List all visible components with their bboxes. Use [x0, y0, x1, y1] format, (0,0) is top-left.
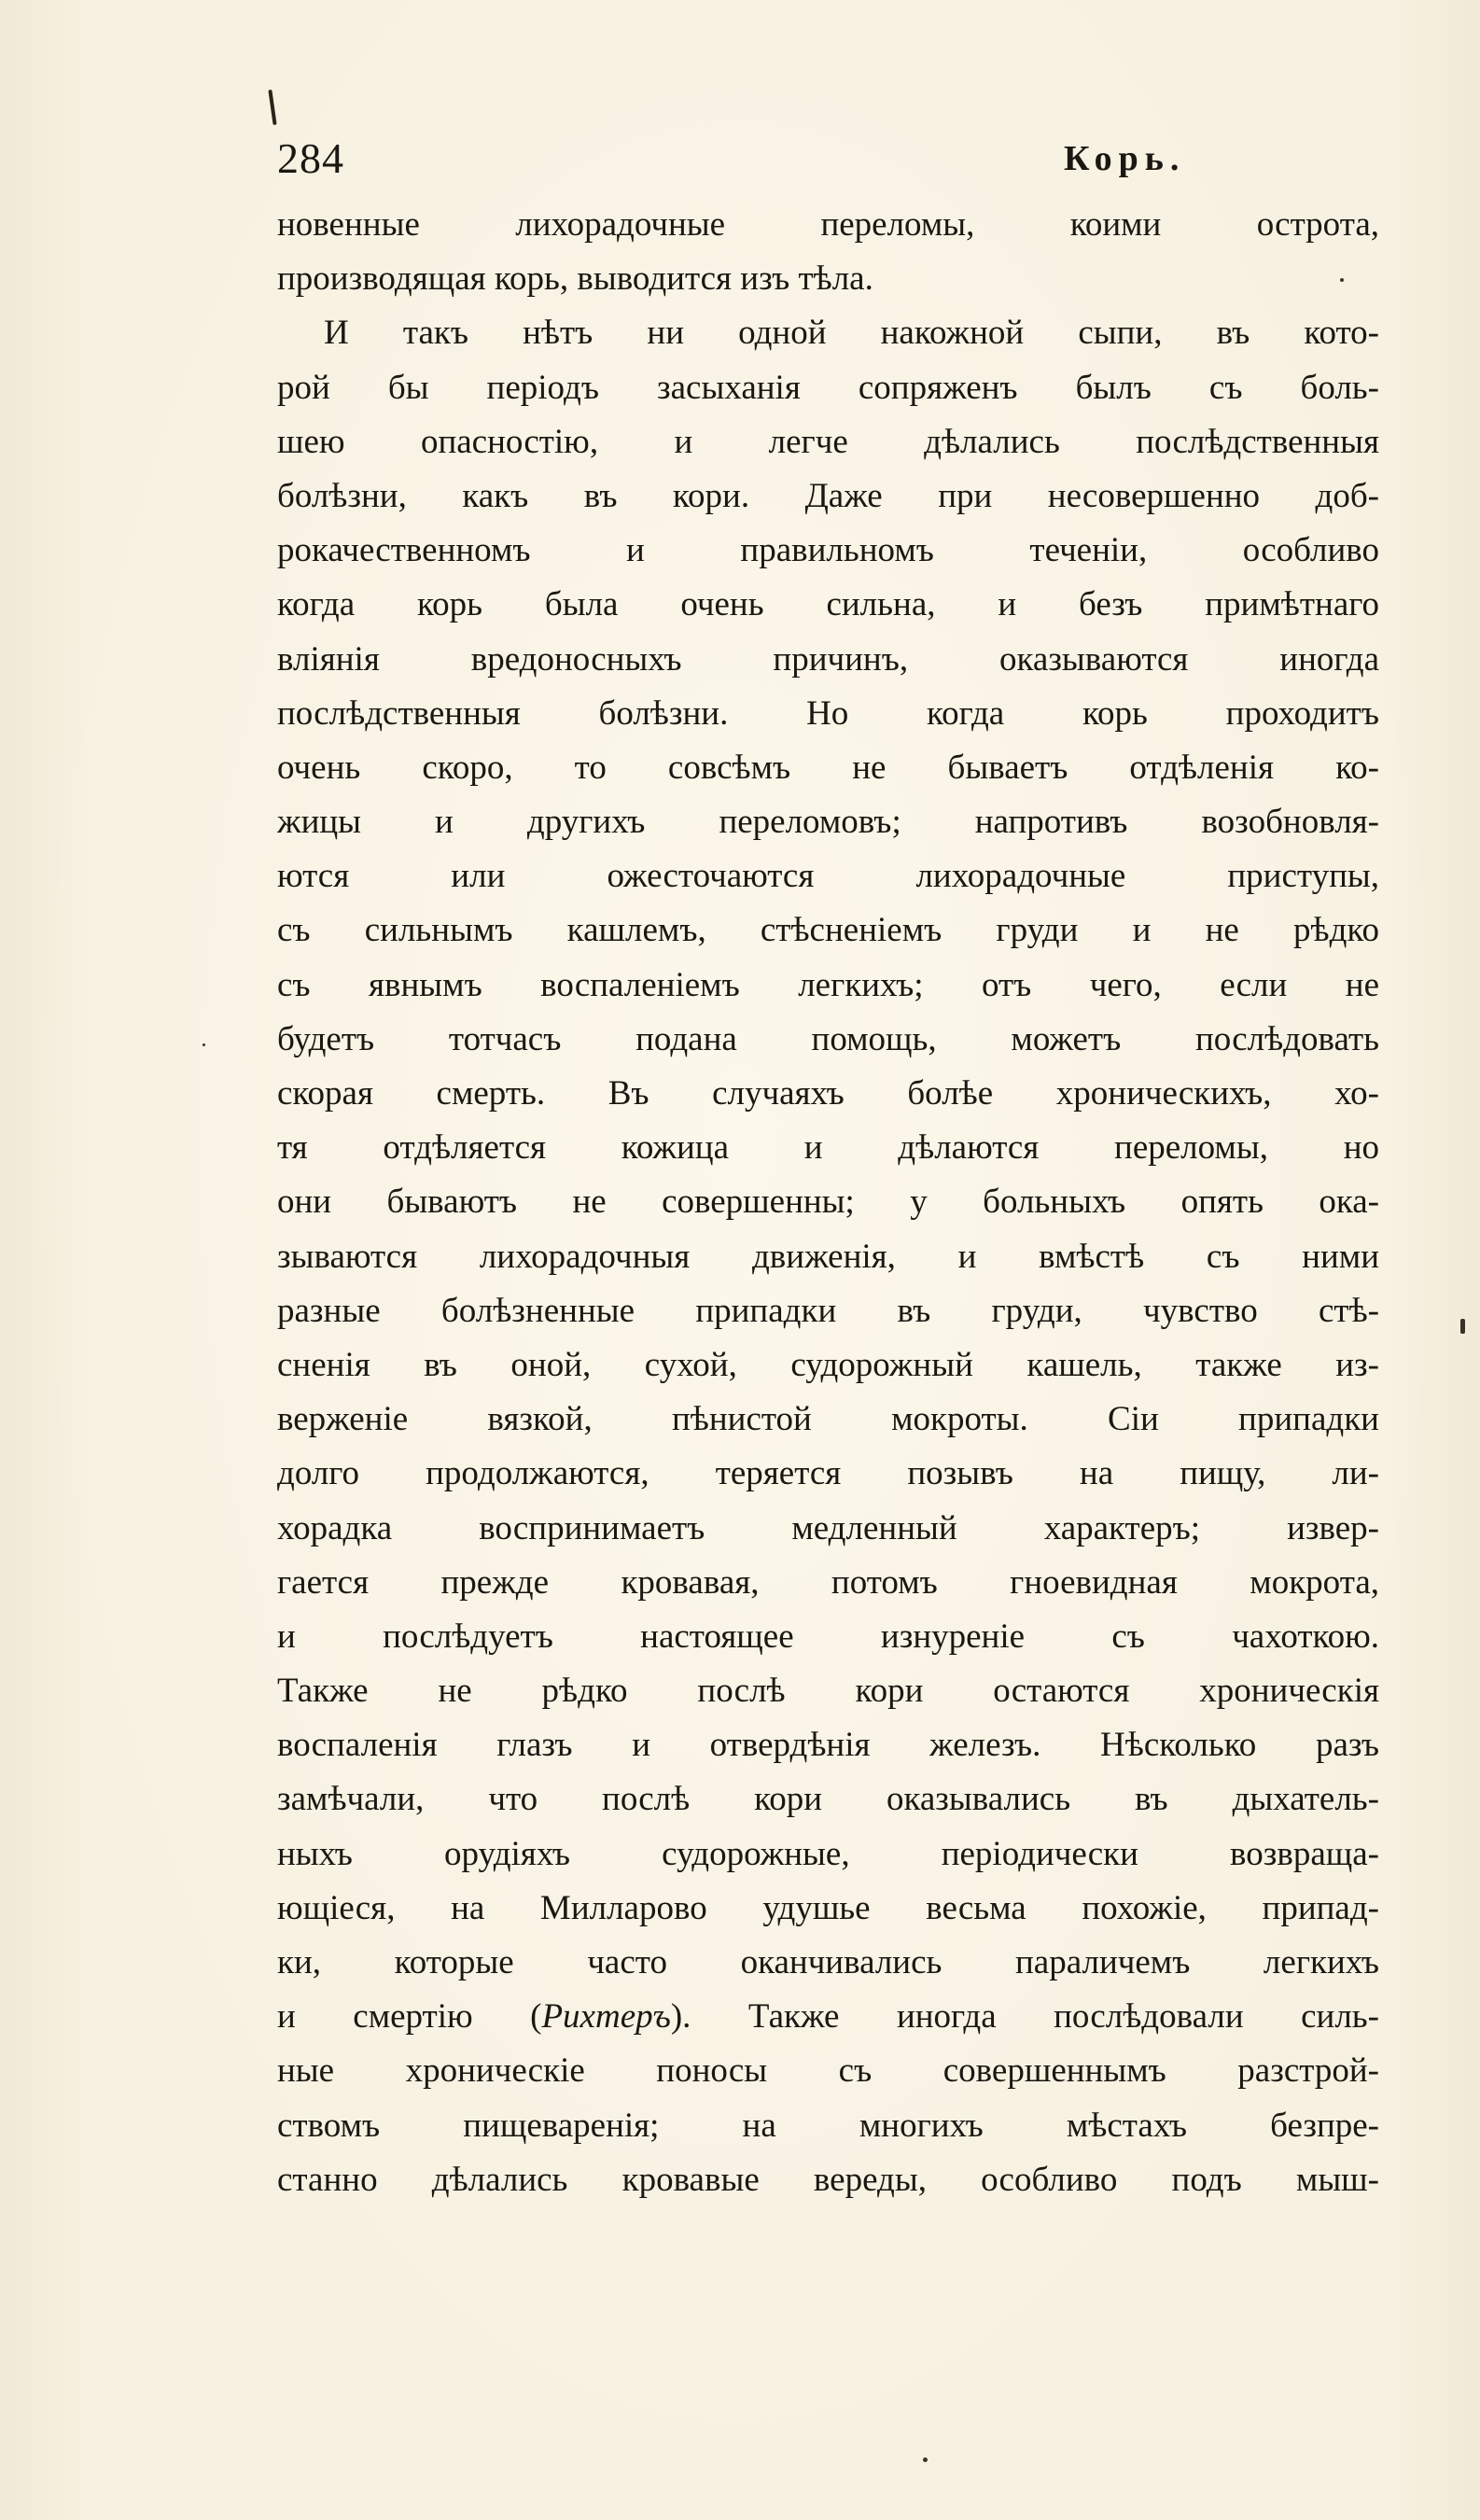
text-line: болѣзни, какъ въ кори. Даже при несовершенно доб-	[277, 476, 1379, 515]
text-line: съ сильнымъ кашлемъ, стѣсненіемъ груди и не рѣдко	[277, 911, 1379, 950]
text-line: замѣчали, что послѣ кори оказывались въ дыхатель-	[277, 1780, 1379, 1819]
text-line: будетъ тотчасъ подана помощь, можетъ послѣдовать	[277, 1019, 1379, 1058]
text-line: скорая смерть. Въ случаяхъ болѣе хроническихъ, хо-	[277, 1074, 1379, 1113]
text-line: гается прежде кровавая, потомъ гноевидная мокрота,	[277, 1562, 1379, 1602]
text-line: Также не рѣдко послѣ кори остаются хроническія	[277, 1672, 1379, 1711]
text-line: долго продолжаются, теряется позывъ на пищу, ли-	[277, 1454, 1379, 1493]
text-line: воспаленія глазъ и отвердѣнія железъ. Нѣсколько разъ	[277, 1726, 1379, 1765]
text-line: рой бы періодъ засыханія сопряженъ былъ съ боль-	[277, 368, 1379, 407]
text-line: ющіеся, на Милларово удушье весьма похожіе, припад-	[277, 1888, 1379, 1927]
text-line: когда корь была очень сильна, и безъ примѣтнаго	[277, 585, 1379, 624]
text-line: съ явнымъ воспаленіемъ легкихъ; отъ чего, если не	[277, 965, 1379, 1004]
text-line: ствомъ пищеваренія; на многихъ мѣстахъ безпре-	[277, 2106, 1379, 2145]
text-line-with-citation	[277, 1990, 1379, 2044]
text-line: очень скоро, то совсѣмъ не бываетъ отдѣленія ко-	[277, 748, 1379, 787]
text-line: ются или ожесточаются лихорадочные приступы,	[277, 857, 1379, 896]
text-segment: и смертію (	[277, 1997, 542, 2037]
text-line: сненія въ оной, сухой, судорожный кашель, также из-	[277, 1345, 1379, 1384]
text-line: рокачественномъ и правильномъ теченіи, особливо	[277, 531, 1379, 570]
running-head: Корь.	[1064, 139, 1186, 178]
text-line: ки, которые часто оканчивались параличемъ легкихъ	[277, 1943, 1379, 1981]
text-line: новенные лихорадочные переломы, коими острота,	[277, 205, 1379, 244]
page-number: 284	[277, 134, 344, 182]
citation-author: Рихтеръ	[541, 1997, 671, 2037]
text-line: ные хроническіе поносы съ совершеннымъ разстрой-	[277, 2051, 1379, 2091]
text-line: послѣдственныя болѣзни. Но когда корь проходитъ	[277, 693, 1379, 733]
text-segment: ). Также иногда послѣдовали силь-	[670, 1997, 1379, 2037]
text-line: станно дѣлались кровавые вереды, особливо подъ мыш-	[277, 2160, 1379, 2199]
text-line: они бываютъ не совершенны; у больныхъ опять ока-	[277, 1183, 1379, 1222]
body-text	[277, 198, 1379, 2207]
text-line: производящая корь, выводится изъ тѣла.	[277, 259, 873, 299]
text-line: вліянія вредоносныхъ причинъ, оказываются иногда	[277, 639, 1379, 679]
text-line: зываются лихорадочныя движенія, и вмѣстѣ съ ними	[277, 1237, 1379, 1276]
text-line: шею опасностію, и легче дѣлались послѣдственныя	[277, 422, 1379, 461]
paper-speck	[1460, 1319, 1465, 1334]
text-line: разные болѣзненные припадки въ груди, чувство стѣ-	[277, 1291, 1379, 1330]
page-header	[277, 131, 1378, 187]
paper-speck	[202, 1043, 205, 1046]
text-line: ныхъ орудіяхъ судорожные, періодически возвраща-	[277, 1834, 1379, 1873]
margin-mark	[268, 90, 276, 125]
text-line: И такъ нѣтъ ни одной накожной сыпи, въ кото-	[324, 314, 1379, 353]
text-line: хорадка воспринимаетъ медленный характеръ; извер-	[277, 1508, 1379, 1547]
text-line: жицы и другихъ переломовъ; напротивъ возобновля-	[277, 803, 1379, 842]
text-line: тя отдѣляется кожица и дѣлаются переломы, но	[277, 1128, 1379, 1168]
paper-speck	[923, 2457, 928, 2462]
text-line: и послѣдуетъ настоящее изнуреніе съ чахоткою.	[277, 1617, 1379, 1656]
text-line: верженіе вязкой, пѣнистой мокроты. Сіи припадки	[277, 1400, 1379, 1439]
paper-speck	[1340, 278, 1344, 282]
